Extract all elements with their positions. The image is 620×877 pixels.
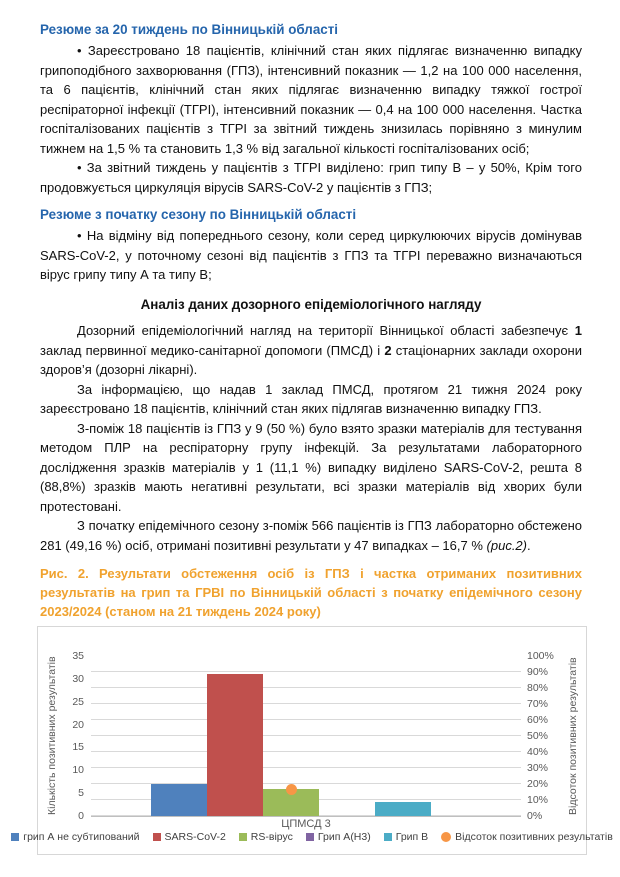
- x-axis-category-label: ЦПМСД 3: [281, 818, 331, 830]
- legend-label: Грип В: [395, 831, 429, 843]
- legend-square-icon: [11, 833, 19, 841]
- paragraph-surveillance-text: Дозорний епідеміологічний нагляд на території Вінницької області забезпечує: [77, 323, 575, 338]
- axis-tick: 0%: [527, 810, 543, 822]
- axis-tick: 25: [72, 695, 84, 708]
- heading-season-summary: Резюме з початку сезону по Вінницькій області: [40, 207, 357, 222]
- chart-legend: [23, 831, 613, 843]
- bar-grip-b: [375, 802, 431, 816]
- axis-tick: 35: [72, 650, 84, 662]
- legend-square-icon: [306, 833, 314, 841]
- axis-tick: 20: [72, 718, 84, 731]
- axis-tick: 90%: [527, 666, 549, 678]
- legend-item: [384, 831, 428, 843]
- legend-item: [441, 831, 613, 843]
- axis-tick: 20%: [527, 778, 549, 790]
- legend-square-icon: [384, 833, 392, 841]
- axis-tick: 100%: [527, 650, 554, 662]
- axis-tick: 80%: [527, 682, 549, 694]
- axis-tick: 40%: [527, 746, 549, 758]
- legend-label: Грип А(Н3): [317, 831, 371, 843]
- paragraph-pmsd-info: За інформацією, що надав 1 заклад ПМСД, протягом 21 тижня 2024 року зареєстровано 18 пацієнтів, клінічний стан яких підлягав визначенню випадку ГПЗ.: [40, 381, 582, 416]
- percent-marker: [286, 784, 297, 795]
- bar-sars-cov-2: [207, 674, 263, 816]
- paragraph-season-text: З початку епідемічного сезону з-поміж 566 пацієнтів із ГПЗ лабораторно обстежено 281 (49,16 %) осіб, отримані позитивні результати у 47 випадках – 16,7 %: [40, 518, 582, 553]
- legend-label: Відсоток позитивних результатів: [455, 831, 613, 843]
- axis-tick: 15: [72, 741, 84, 754]
- bullet-week-isolated: • За звітний тиждень у пацієнтів з ТГРІ виділено: грип типу В – у 50%, Крім того продовжується циркуляція вірусів SARS-CoV-2 у пацієнтів з ГПЗ;: [40, 160, 582, 195]
- y-axis-right-ticks: [527, 650, 567, 822]
- legend-circle-icon: [441, 832, 451, 842]
- paragraph-surveillance-text: стаціонарних заклади охорони здоров’я (дозорні лікарні).: [40, 342, 582, 377]
- axis-tick: 30%: [527, 762, 549, 774]
- bold-number-2: 2: [384, 342, 392, 358]
- legend-square-icon: [239, 833, 247, 841]
- bullet-season-viruses: • На відміну від попереднього сезону, коли серед циркулюючих вірусів домінував SARS-CoV-2, у поточному сезоні від пацієнтів з ГПЗ та ТГРІ переважно визначаються вірус грипу типу А та типу В;: [40, 228, 582, 282]
- legend-item: [153, 831, 226, 843]
- axis-tick: 10: [72, 764, 84, 777]
- legend-item: [11, 831, 139, 843]
- legend-label: SARS-CoV-2: [164, 831, 226, 843]
- paragraph-season-results: [40, 516, 582, 555]
- y-axis-left-ticks: [38, 650, 84, 822]
- heading-week-summary: Резюме за 20 тиждень по Вінницькій області: [40, 22, 338, 37]
- legend-label: грип А не субтипований: [23, 831, 140, 843]
- analysis-heading: Аналіз даних дозорного епідеміологічного нагляду: [140, 296, 482, 312]
- y-axis-left-title: Кількість позитивних результатів: [46, 656, 58, 816]
- figure-caption: Рис. 2. Результати обстеження осіб із ГПЗ і частка отриманих позитивних результатів на грип та ГРВІ по Вінницькій області з початку епідемічного сезону 2023/2024 (станом на 21 тиждень 2024 року): [40, 566, 582, 619]
- axis-tick: 30: [72, 672, 84, 685]
- paragraph-season-text: .: [527, 537, 531, 553]
- axis-tick: 70%: [527, 698, 549, 710]
- paragraph-surveillance-text: заклад первинної медико-санітарної допомоги (ПМСД) і: [40, 342, 385, 358]
- axis-tick: 50%: [527, 730, 549, 742]
- results-chart: [23, 626, 613, 855]
- legend-square-icon: [153, 833, 161, 841]
- axis-tick: 5: [78, 787, 84, 800]
- axis-tick: 10%: [527, 794, 549, 806]
- y-axis-right-title: Відсоток позитивних результатів: [567, 657, 579, 815]
- figure-reference: (рис.2): [486, 537, 527, 553]
- legend-item: [306, 831, 371, 843]
- bar-grip-a-unsubtyped: [151, 784, 207, 816]
- legend-label: RS-вірус: [250, 831, 293, 843]
- paragraph-surveillance: [40, 321, 582, 380]
- legend-item: [239, 831, 293, 843]
- bullet-week-registered: • Зареєстровано 18 пацієнтів, клінічний стан яких підлягає визначенню випадку грипоподібного захворювання (ГПЗ), інтенсивний показник — 1,2 на 100 000 населення, та 6 пацієнтів, клінічний стан яких підлягає визначенню випадку тяжкої гострої респіраторної інфекції (ТГРІ), інтенсивний показник — 0,4 на 100 000 населення. Частка госпіталізованих пацієнтів з ТГРІ за звітний тиждень знизилась порівняно з минулим тижнем на 1,5 % та становить 1,3 % від загальної кількості госпіталізованих осіб;: [40, 43, 582, 156]
- axis-tick: 0: [78, 809, 84, 822]
- bold-number-1: 1: [574, 323, 582, 338]
- plot-area: [91, 656, 521, 817]
- axis-tick: 60%: [527, 714, 549, 726]
- paragraph-pcr-results: З-поміж 18 пацієнтів із ГПЗ у 9 (50 %) було взято зразки матеріалів для тестування методом ПЛР на респіраторну групу інфекцій. За результатами лабораторного дослідження зразків матеріалів у 1 (11,1 %) випадку виділено SARS-CoV-2, решта 8 (88,8%) зразків мають негативні результати, всі зразки матеріалів від хворих були протестовані.: [40, 420, 582, 514]
